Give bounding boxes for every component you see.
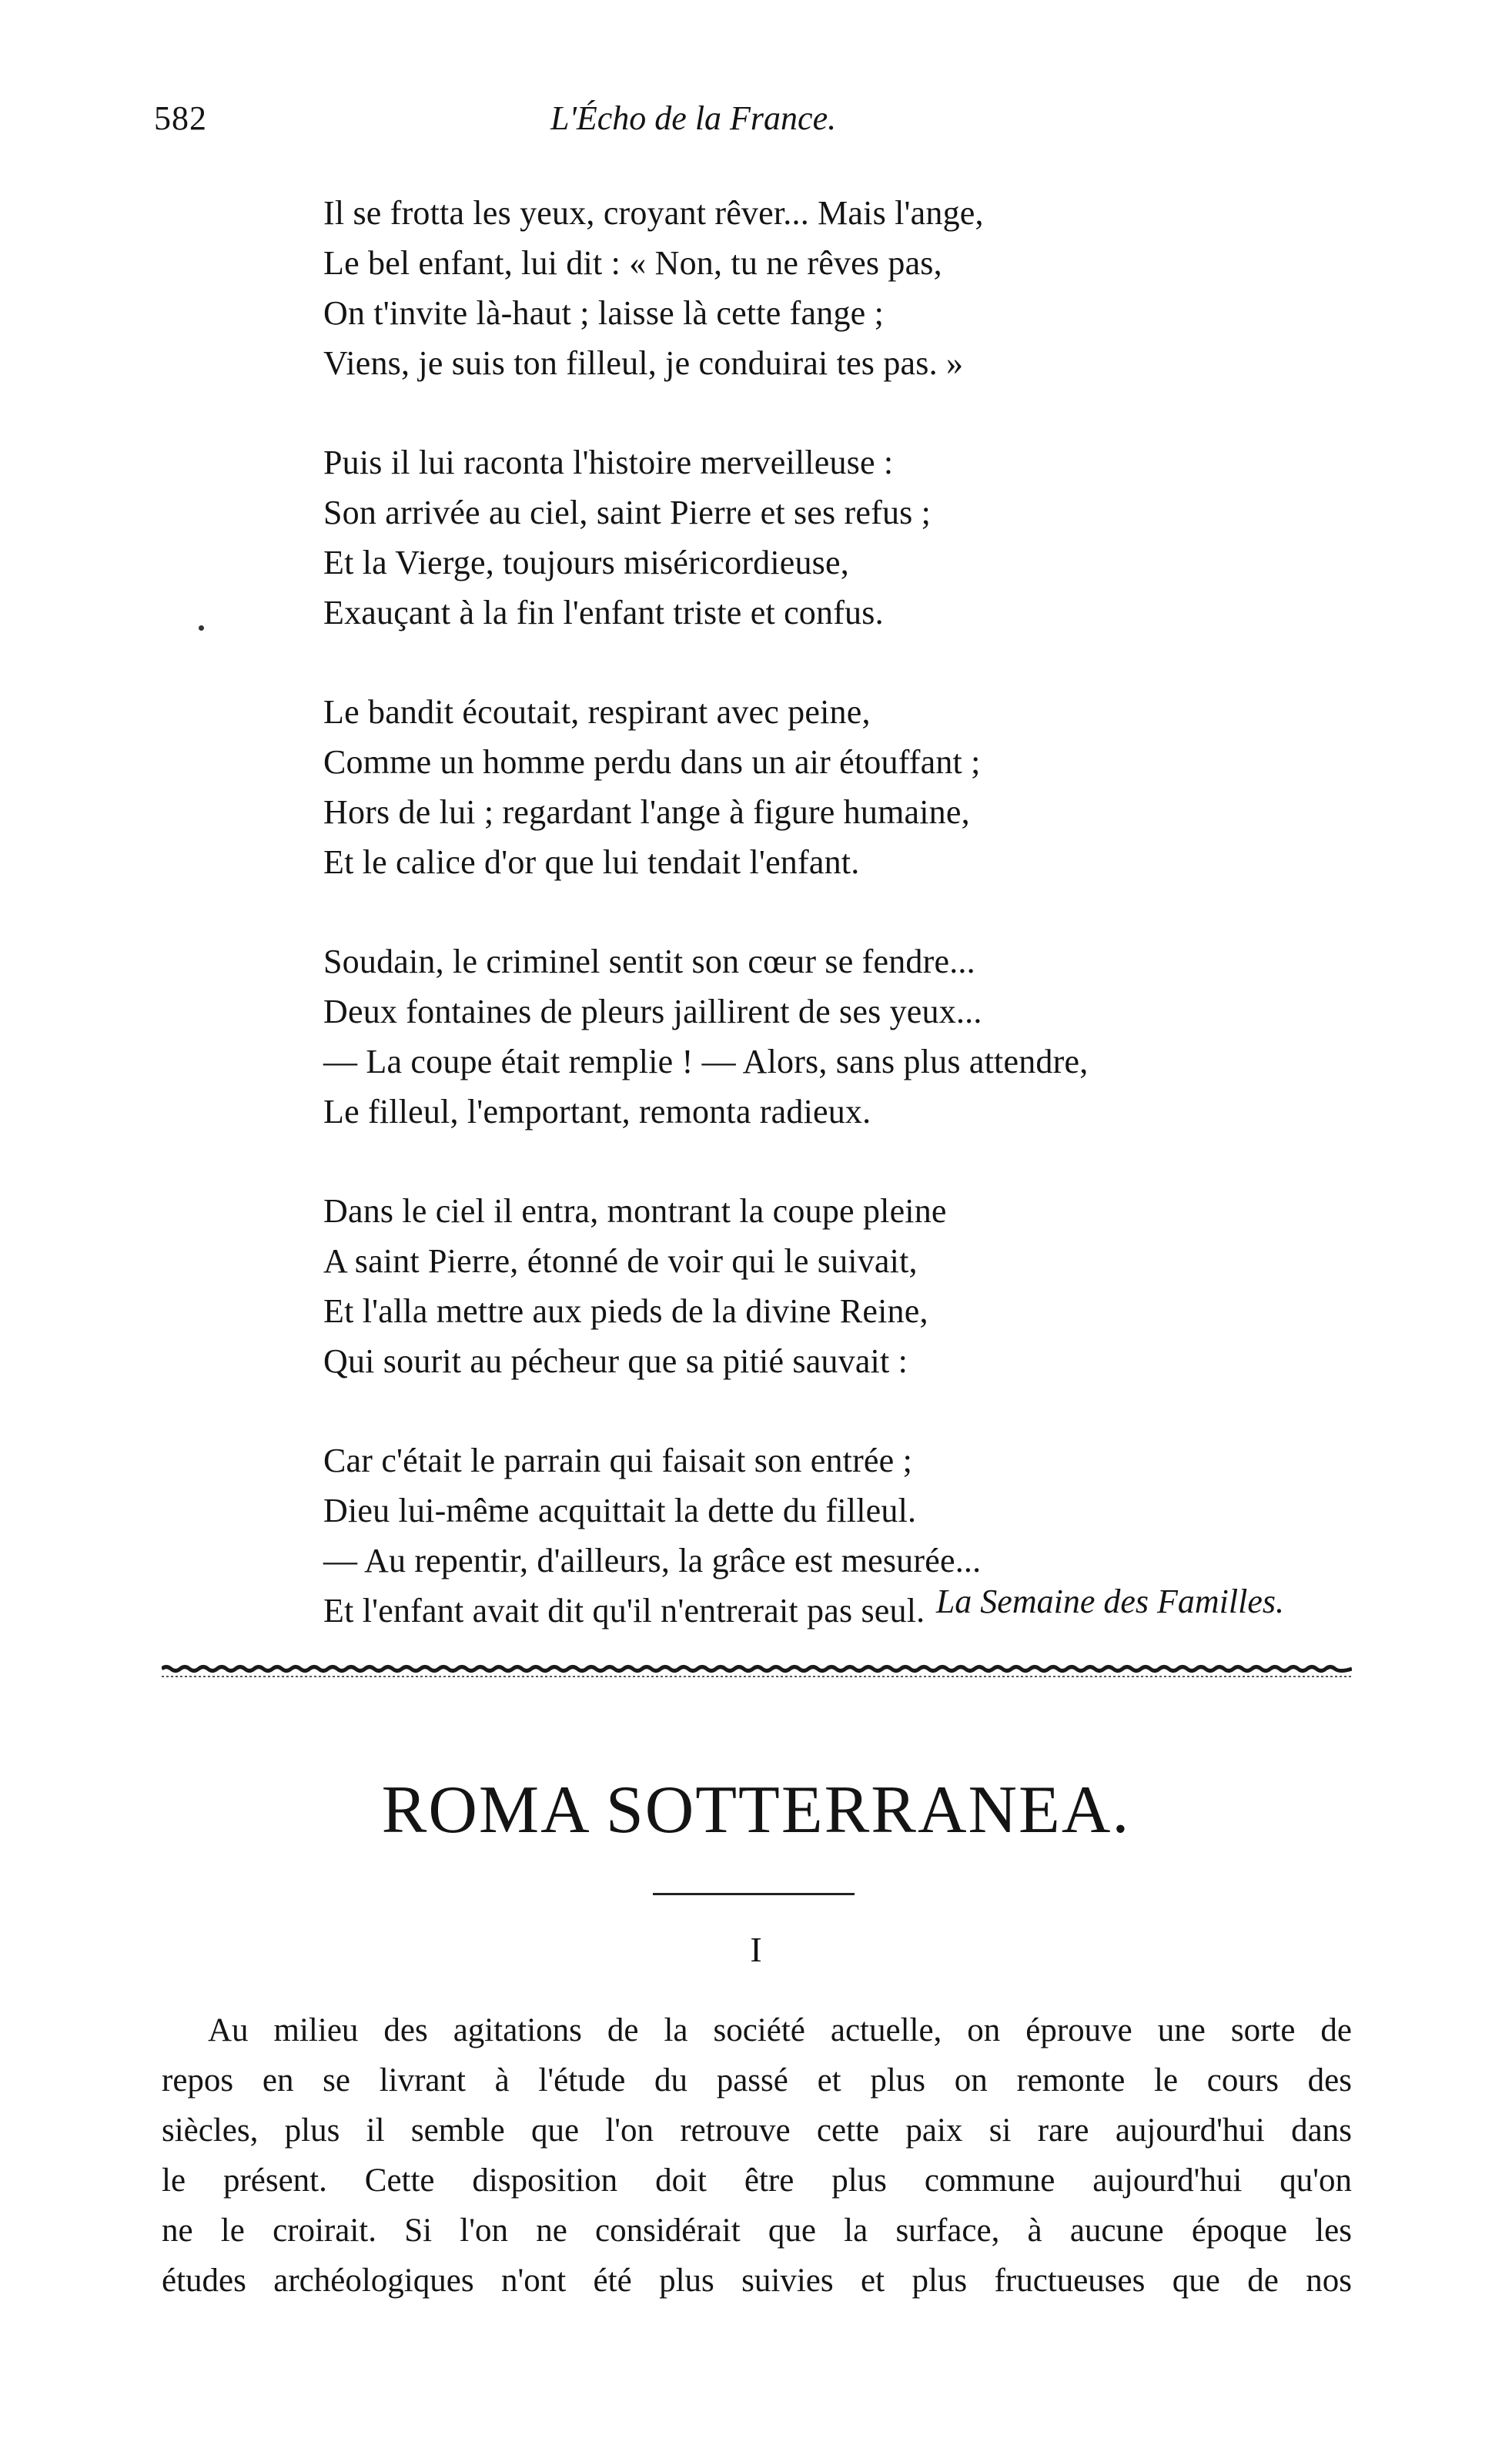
stanza-2 xyxy=(323,437,1324,638)
poem-line: Et l'alla mettre aux pieds de la divine Reine, xyxy=(323,1292,928,1330)
poem-line: Hors de lui ; regardant l'ange à figure humaine, xyxy=(323,793,970,831)
stanza-4 xyxy=(323,936,1324,1137)
poem-line: A saint Pierre, étonné de voir qui le suivait, xyxy=(323,1242,918,1280)
poem-line: Le bel enfant, lui dit : « Non, tu ne rêves pas, xyxy=(323,244,942,282)
paragraph-line: études archéologiques n'ont été plus suivies et plus fructueuses que de nos xyxy=(162,2263,1352,2299)
article-title: ROMA SOTTERRANEA. xyxy=(381,1773,1131,1847)
article-paragraph xyxy=(162,2005,1352,2306)
stanza-1 xyxy=(323,188,1324,388)
poem-line: Il se frotta les yeux, croyant rêver... Mais l'ange, xyxy=(323,194,984,232)
ornamental-divider xyxy=(162,1663,1352,1680)
poem-line: Exauçant à la fin l'enfant triste et confus. xyxy=(323,594,884,631)
paragraph-line: le présent. Cette disposition doit être plus commune aujourd'hui qu'on xyxy=(162,2162,1352,2199)
stanza-3 xyxy=(323,687,1324,887)
title-underline-rule xyxy=(653,1893,855,1895)
stanza-5 xyxy=(323,1186,1324,1386)
poem-line: Viens, je suis ton filleul, je conduirai tes pas. » xyxy=(323,344,964,382)
poem-line: Le filleul, l'emportant, remonta radieux. xyxy=(323,1093,871,1131)
paragraph-line: ne le croirait. Si l'on ne considérait que la surface, à aucune époque les xyxy=(162,2212,1352,2249)
poem-line: Deux fontaines de pleurs jaillirent de ses yeux... xyxy=(323,993,982,1030)
poem-line: Car c'était le parrain qui faisait son entrée ; xyxy=(323,1442,913,1479)
poem-line: Soudain, le criminel sentit son cœur se fendre... xyxy=(323,943,975,980)
paragraph-line: Au milieu des agitations de la société actuelle, on éprouve une sorte de xyxy=(208,2012,1352,2048)
poem-line: Et l'enfant avait dit qu'il n'entrerait pas seul. xyxy=(323,1592,925,1630)
poem-line: Comme un homme perdu dans un air étouffant ; xyxy=(323,743,981,781)
poem xyxy=(323,188,1324,1685)
poem-line: Qui sourit au pécheur que sa pitié sauvait : xyxy=(323,1342,908,1380)
poem-line: Puis il lui raconta l'histoire merveilleuse : xyxy=(323,444,894,481)
poem-line: Et le calice d'or que lui tendait l'enfant. xyxy=(323,843,860,881)
print-speck xyxy=(199,625,204,631)
poem-line: — Au repentir, d'ailleurs, la grâce est mesurée... xyxy=(323,1542,982,1579)
poem-line: — La coupe était remplie ! — Alors, sans plus attendre, xyxy=(323,1043,1089,1080)
poem-attribution: La Semaine des Familles. xyxy=(935,1583,1284,1620)
page-number: 582 xyxy=(154,99,207,137)
poem-line: On t'invite là-haut ; laisse là cette fange ; xyxy=(323,294,884,332)
journal-title: L'Écho de la France. xyxy=(550,99,837,137)
paragraph-line: siècles, plus il semble que l'on retrouve cette paix si rare aujourd'hui dans xyxy=(162,2112,1352,2149)
poem-line: Dieu lui-même acquittait la dette du filleul. xyxy=(323,1492,917,1529)
paragraph-line: repos en se livrant à l'étude du passé et plus on remonte le cours des xyxy=(162,2062,1352,2099)
section-number: I xyxy=(750,1930,762,1969)
poem-line: Le bandit écoutait, respirant avec peine, xyxy=(323,693,871,731)
poem-line: Et la Vierge, toujours miséricordieuse, xyxy=(323,544,849,581)
running-head xyxy=(0,99,1512,152)
poem-line: Son arrivée au ciel, saint Pierre et ses refus ; xyxy=(323,494,932,531)
poem-line: Dans le ciel il entra, montrant la coupe pleine xyxy=(323,1192,947,1230)
